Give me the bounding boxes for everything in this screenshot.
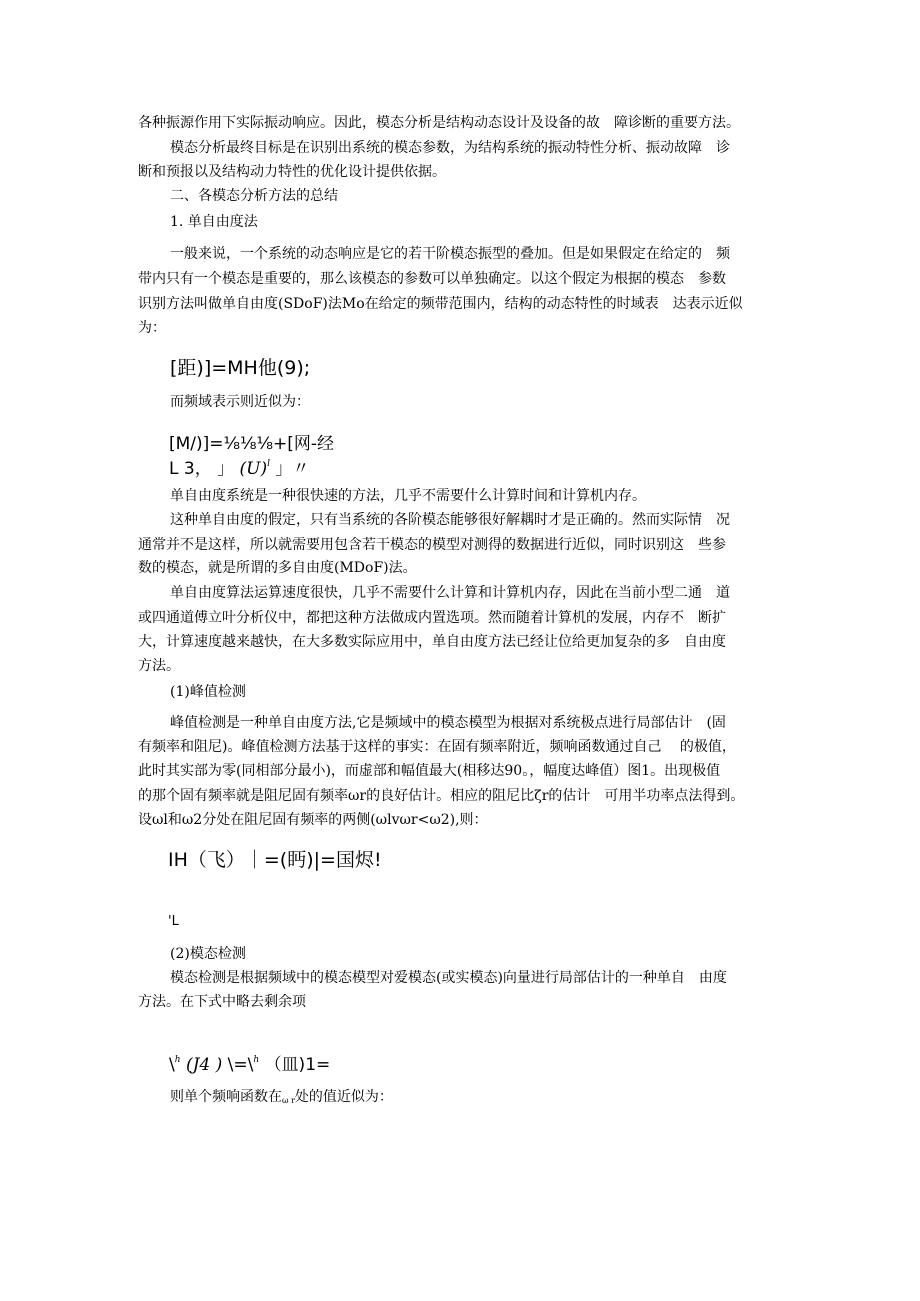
formula-fragment: 'L (168, 914, 179, 929)
subsection-heading: 1. 单自由度法 (170, 214, 258, 230)
paragraph-line: 或四通道傅立叶分析仪中，都把这种方法做成内置选项。然而随着计算机的发展，内存不 断扩 (138, 610, 726, 626)
paragraph-line: 带内只有一个模态是重要的，那么该模态的参数可以单独确定。以这个假定为根据的模态 参数 (138, 271, 726, 287)
formula-fragment: L 3， 」 (169, 459, 235, 479)
text-fragment: 则单个频响函数在 (170, 1089, 282, 1105)
formula-modal-detection (169, 1050, 330, 1075)
paragraph-line: 通常并不是这样，所以就需要用包含若干模态的模型对测得的数据进行近似，同时识别这 些参 (138, 537, 726, 553)
paragraph-line: 一般来说，一个系统的动态响应是它的若干阶模态振型的叠加。但是如果假定在给定的 频 (170, 246, 730, 262)
formula-peak-detection: IH（飞）｜=(眄)|=国烬! (168, 849, 382, 871)
formula-superscript: l (267, 459, 270, 469)
formula-fragment: (U) (239, 459, 268, 479)
formula-frequency-domain-line1: [M/)]=⅛⅛⅛+[网-经 (169, 434, 334, 454)
formula-frequency-domain-line2 (169, 454, 309, 479)
formula-fragment: \=\ (227, 1055, 254, 1075)
paragraph-line: 断和预报以及结构动力特性的优化设计提供依据。 (138, 164, 446, 180)
formula-superscript: h (253, 1055, 260, 1065)
formula-fragment: (J4 ) (185, 1055, 223, 1075)
paragraph-line: 设ωl和ω2分处在阻尼固有频率的两侧(ωlvωr<ω2),则： (138, 812, 488, 828)
paragraph-line: 这种单自由度的假定，只有当系统的各阶模态能够很好解耦时才是正确的。然而实际情 况 (170, 512, 730, 528)
paragraph-line: 单自由度系统是一种很快速的方法，几乎不需要什么计算时间和计算机内存。 (170, 488, 646, 504)
formula-superscript: h (174, 1055, 181, 1065)
section-heading: 二、各模态分析方法的总结 (170, 188, 338, 204)
paragraph-line: 大，计算速度越来越快，在大多数实际应用中，单自由度方法已经让位给更加复杂的多 自由度 (138, 634, 726, 650)
paragraph-line (170, 1088, 393, 1110)
formula-fragment: 」〃 (275, 459, 310, 479)
subscript-omega-r: ω r (282, 1096, 295, 1105)
paragraph-line: 方法。 (138, 658, 180, 674)
paragraph-line: 方法。在下式中略去剩余项 (138, 994, 306, 1010)
paragraph-line: 单自由度算法运算速度很快，几乎不需要什么计算和计算机内存，因此在当前小型二通 道 (170, 585, 730, 601)
paragraph-line: 为： (138, 320, 166, 336)
paragraph-line: 模态分析最终目标是在识别出系统的模态参数，为结构系统的振动特性分析、振动故障 诊 (170, 140, 730, 156)
paragraph-line: 有频率和阻尼)。峰值检测方法基于这样的事实：在固有频率附近，频响函数通过自己 的极值， (138, 739, 736, 755)
formula-time-domain: [距)]=MH他(9); (170, 357, 311, 379)
subsection-heading: (1)峰值检测 (170, 684, 246, 700)
paragraph-line: 的那个固有频率就是阻尼固有频率ωr的良好估计。相应的阻尼比ζr的估计 可用半功率点法得到。 (138, 788, 745, 804)
paragraph-line: 模态检测是根据频域中的模态模型对爱模态(或实模态)向量进行局部估计的一种单自 由度 (170, 970, 727, 986)
paragraph-line: 数的模态，就是所谓的多自由度(MDoF)法。 (138, 560, 417, 576)
text-fragment: 处的值近似为： (294, 1089, 393, 1105)
formula-fragment: \ (169, 1055, 175, 1075)
subsection-heading: (2)模态检测 (170, 946, 246, 962)
paragraph-line: 各种振源作用下实际振动响应。因此，模态分析是结构动态设计及设备的故 障诊断的重要方法。 (138, 115, 740, 131)
formula-fragment: （皿)1= (264, 1055, 331, 1075)
paragraph-line: 此时其实部为零(同相部分最小)，而虚部和幅值最大(相移达90。，幅度达峰值）图1。出现极值 (138, 763, 721, 779)
paragraph-line: 而频域表示则近似为： (170, 394, 310, 410)
paragraph-line: 识别方法叫做单自由度(SDoF)法Mo在给定的频带范围内，结构的动态特性的时域表 达表示近似 (138, 296, 743, 312)
paragraph-line: 峰值检测是一种单自由度方法,它是频域中的模态模型为根据对系统极点进行局部估计 (固 (170, 715, 726, 731)
